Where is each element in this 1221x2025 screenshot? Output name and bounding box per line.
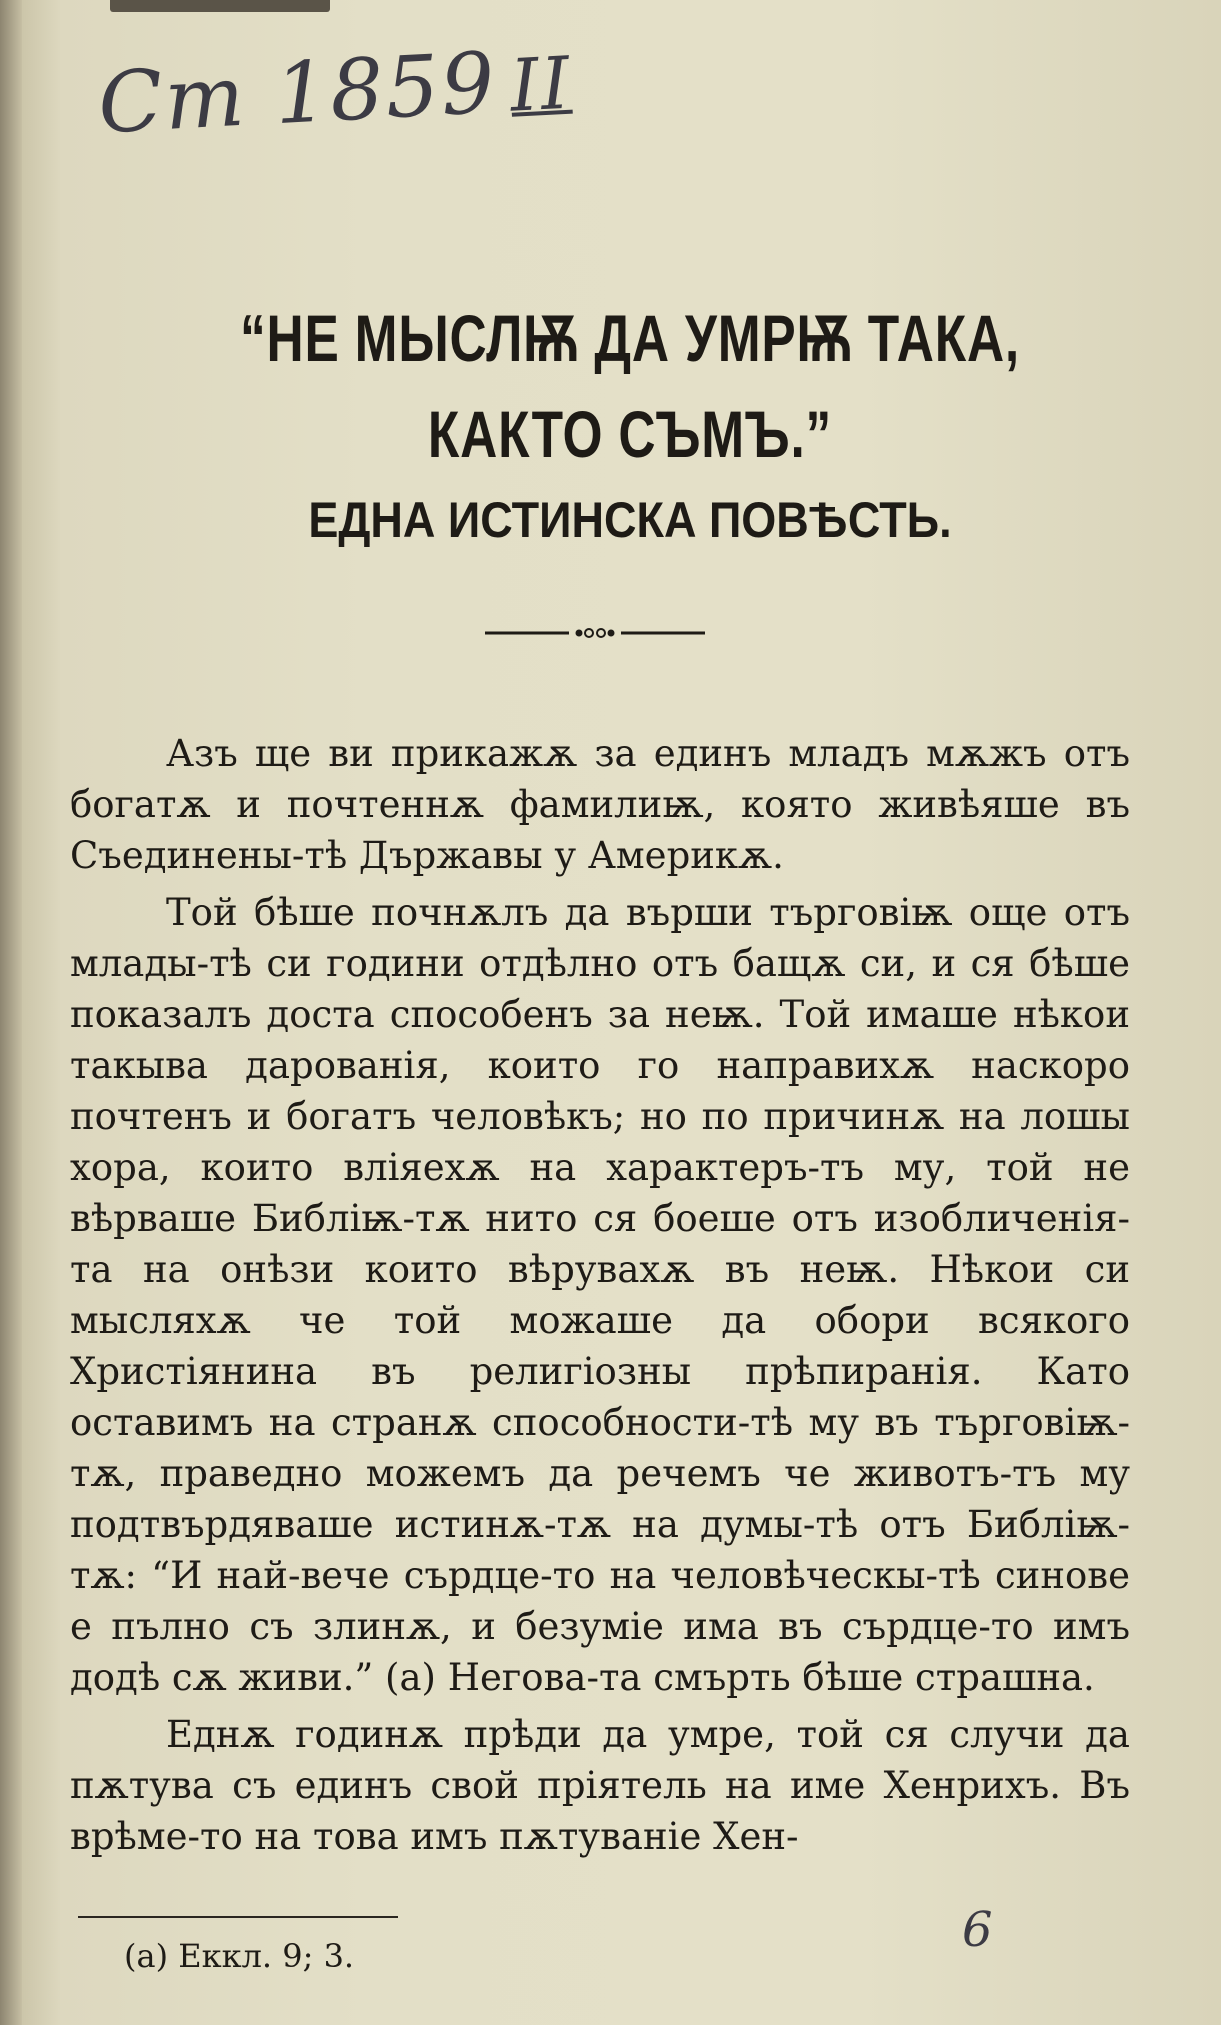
footnote-rule (78, 1916, 398, 1918)
paragraph-1-text: Азъ ще ви прикажѫ за единъ младъ мѫжъ отъ богатѫ и почтеннѫ фамилиѭ, която живѣяше въ Съединены-тѣ Държавы у Америкѫ. (70, 732, 1130, 877)
paragraph-1 (70, 728, 1130, 881)
page-top-strip (110, 0, 330, 12)
ornament-divider (485, 626, 705, 640)
body-text (70, 728, 1130, 1862)
footnote: (а) Еккл. 9; 3. (124, 1937, 355, 1975)
paragraph-2-text: Той бѣше почнѫлъ да върши търговiѭ още отъ млады-тѣ си години отдѣлно отъ бащѫ си, и ся бѣше показалъ доста способенъ за неѭ. Той имаше нѣкои такыва дарованiя, които го направихѫ наскоро почтенъ и богатъ человѣкъ; но по причинѫ на лошы хора, които влiяехѫ на характеръ-тъ му, той не вѣрваше Библiѭ-тѫ нито ся боеше отъ изобличенiя-та на онѣзи които вѣрувахѫ въ неѭ. Нѣкои си мысляхѫ че той можаше да обори всякого Христiянина въ религiозны прѣпиранiя. Като оставимъ на странѫ способности-тѣ му въ търговiѭ-тѫ, праведно можемъ да речемъ че животъ-тъ му подтвърдяваше истинѫ-тѫ на думы-тѣ отъ Библiѭ-тѫ: “И най-вече сърдце-то на человѣческы-тѣ синове е пълно съ злинѫ, и безумiе има въ сърдце-то имъ додѣ сѫ живи.” (а) Негова-та смърть бѣше страшна. (70, 891, 1130, 1699)
page-title (217, 290, 1044, 482)
title-line-2: КАКТО СЪМЪ.” (427, 397, 833, 471)
call-number-main: Ст 1859 (95, 33, 499, 153)
title-line-1: “НЕ МЫСЛѬ ДА УМРѬ ТАКА, (240, 301, 1020, 375)
handwritten-page-number: 6 (962, 1902, 993, 1958)
handwritten-call-number (96, 30, 574, 153)
page-binding-edge (0, 0, 22, 2025)
page-subtitle: ЕДНА ИСТИНСКА ПОВѢСТЬ. (308, 492, 952, 548)
paragraph-3 (70, 1709, 1130, 1862)
paragraph-3-text: Еднѫ годинѫ прѣди да умре, той ся случи да пѫтува съ единъ свой прiятель на име Хенрихъ. Въ врѣме-то на това имъ пѫтуванiе Хен- (70, 1713, 1130, 1858)
call-number-volume: II (508, 40, 574, 128)
paragraph-2 (70, 887, 1130, 1703)
